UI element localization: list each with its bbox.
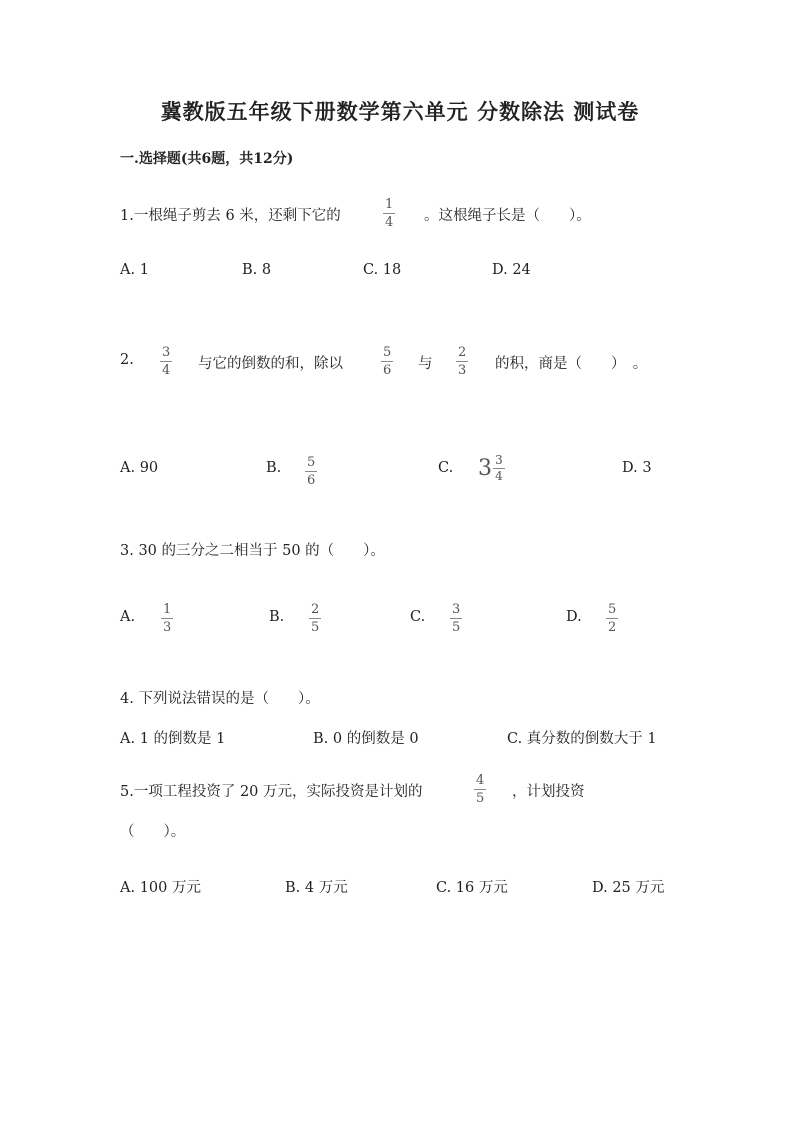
- question-2-fraction-3: [456, 345, 468, 378]
- question-5-option-a[interactable]: A. 100 万元: [120, 880, 201, 896]
- fraction-bar: [381, 361, 393, 362]
- fraction-bar: [383, 213, 395, 214]
- fraction-bar: [474, 789, 486, 790]
- fraction-numerator: 1: [163, 602, 172, 617]
- question-2-fraction-2: [381, 345, 393, 378]
- question-5-stem-middle: ，计划投资: [512, 784, 585, 800]
- fraction-numerator: 4: [476, 773, 485, 788]
- fraction-numerator: 2: [458, 345, 467, 360]
- question-3-option-b-fraction: [309, 602, 321, 635]
- question-5-fraction: [474, 773, 486, 806]
- mixed-number-fraction: [493, 454, 505, 483]
- question-2-text-2: 与: [418, 356, 433, 372]
- fraction-bar: [309, 618, 321, 619]
- section-heading: 一.选择题(共6题，共12分): [120, 151, 294, 167]
- question-3-option-b-label[interactable]: B.: [269, 609, 285, 625]
- fraction-denominator: 6: [307, 473, 316, 488]
- fraction-numerator: 3: [162, 345, 171, 360]
- question-4-stem: 4. 下列说法错误的是（ ）。: [120, 691, 320, 707]
- fraction-numerator: 1: [385, 197, 394, 212]
- question-3-option-c-label[interactable]: C.: [410, 609, 426, 625]
- question-1-option-c[interactable]: C. 18: [363, 262, 402, 278]
- fraction-bar: [305, 471, 317, 472]
- question-1-option-a[interactable]: A. 1: [120, 262, 149, 278]
- fraction-numerator: 2: [311, 602, 320, 617]
- question-2-option-b-fraction: [305, 455, 317, 488]
- question-1-option-d[interactable]: D. 24: [492, 262, 531, 278]
- question-3-option-a-fraction: [161, 602, 173, 635]
- question-1-option-b[interactable]: B. 8: [242, 262, 272, 278]
- fraction-denominator: 2: [608, 620, 617, 635]
- question-2-option-a[interactable]: A. 90: [120, 460, 159, 476]
- fraction-numerator: 5: [383, 345, 392, 360]
- fraction-denominator: 4: [162, 363, 171, 378]
- question-4-option-c[interactable]: C. 真分数的倒数大于 1: [507, 731, 657, 747]
- question-2-number: 2.: [120, 352, 134, 368]
- question-3-stem: 3. 30 的三分之二相当于 50 的（ ）。: [120, 543, 385, 559]
- question-3-option-c-fraction: [450, 602, 462, 635]
- question-1-stem-start: 1.一根绳子剪去 6 米，还剩下它的: [120, 208, 341, 224]
- question-2-text-1: 与它的倒数的和，除以: [198, 356, 343, 372]
- fraction-bar: [456, 361, 468, 362]
- fraction-denominator: 5: [476, 791, 485, 806]
- question-5-stem-end: （ ）。: [120, 824, 186, 840]
- fraction-denominator: 4: [385, 215, 394, 230]
- question-4-option-b[interactable]: B. 0 的倒数是 0: [313, 731, 419, 747]
- fraction-numerator: 3: [452, 602, 461, 617]
- question-3-option-a-label[interactable]: A.: [120, 609, 136, 625]
- question-2-option-c-label[interactable]: C.: [438, 460, 454, 476]
- question-2-option-b-label[interactable]: B.: [266, 460, 282, 476]
- question-5-option-c[interactable]: C. 16 万元: [436, 880, 508, 896]
- fraction-bar: [450, 618, 462, 619]
- fraction-numerator: 5: [608, 602, 617, 617]
- question-3-option-d-label[interactable]: D.: [566, 609, 582, 625]
- question-4-option-a[interactable]: A. 1 的倒数是 1: [120, 731, 226, 747]
- question-2-fraction-1: [160, 345, 172, 378]
- mixed-number-whole: 3: [478, 456, 492, 481]
- fraction-denominator: 3: [458, 363, 467, 378]
- question-5-option-b[interactable]: B. 4 万元: [285, 880, 348, 896]
- question-3-option-d-fraction: [606, 602, 618, 635]
- fraction-denominator: 6: [383, 363, 392, 378]
- fraction-bar: [161, 618, 173, 619]
- page-title: 冀教版五年级下册数学第六单元 分数除法 测试卷: [160, 99, 640, 124]
- fraction-numerator: 3: [495, 453, 503, 467]
- fraction-bar: [606, 618, 618, 619]
- question-1-fraction: [383, 197, 395, 230]
- fraction-numerator: 5: [307, 455, 316, 470]
- fraction-denominator: 4: [495, 469, 503, 483]
- question-1-stem-end: 。这根绳子长是（ ）。: [424, 208, 591, 224]
- question-2-text-3: 的积，商是（ ） 。: [495, 356, 648, 372]
- question-5-option-d[interactable]: D. 25 万元: [592, 880, 665, 896]
- fraction-denominator: 3: [163, 620, 172, 635]
- fraction-denominator: 5: [452, 620, 461, 635]
- fraction-bar: [160, 361, 172, 362]
- fraction-denominator: 5: [311, 620, 320, 635]
- question-5-stem-start: 5.一项工程投资了 20 万元，实际投资是计划的: [120, 784, 423, 800]
- question-2-option-d[interactable]: D. 3: [622, 460, 652, 476]
- question-2-option-c-mixed-number: [478, 454, 505, 483]
